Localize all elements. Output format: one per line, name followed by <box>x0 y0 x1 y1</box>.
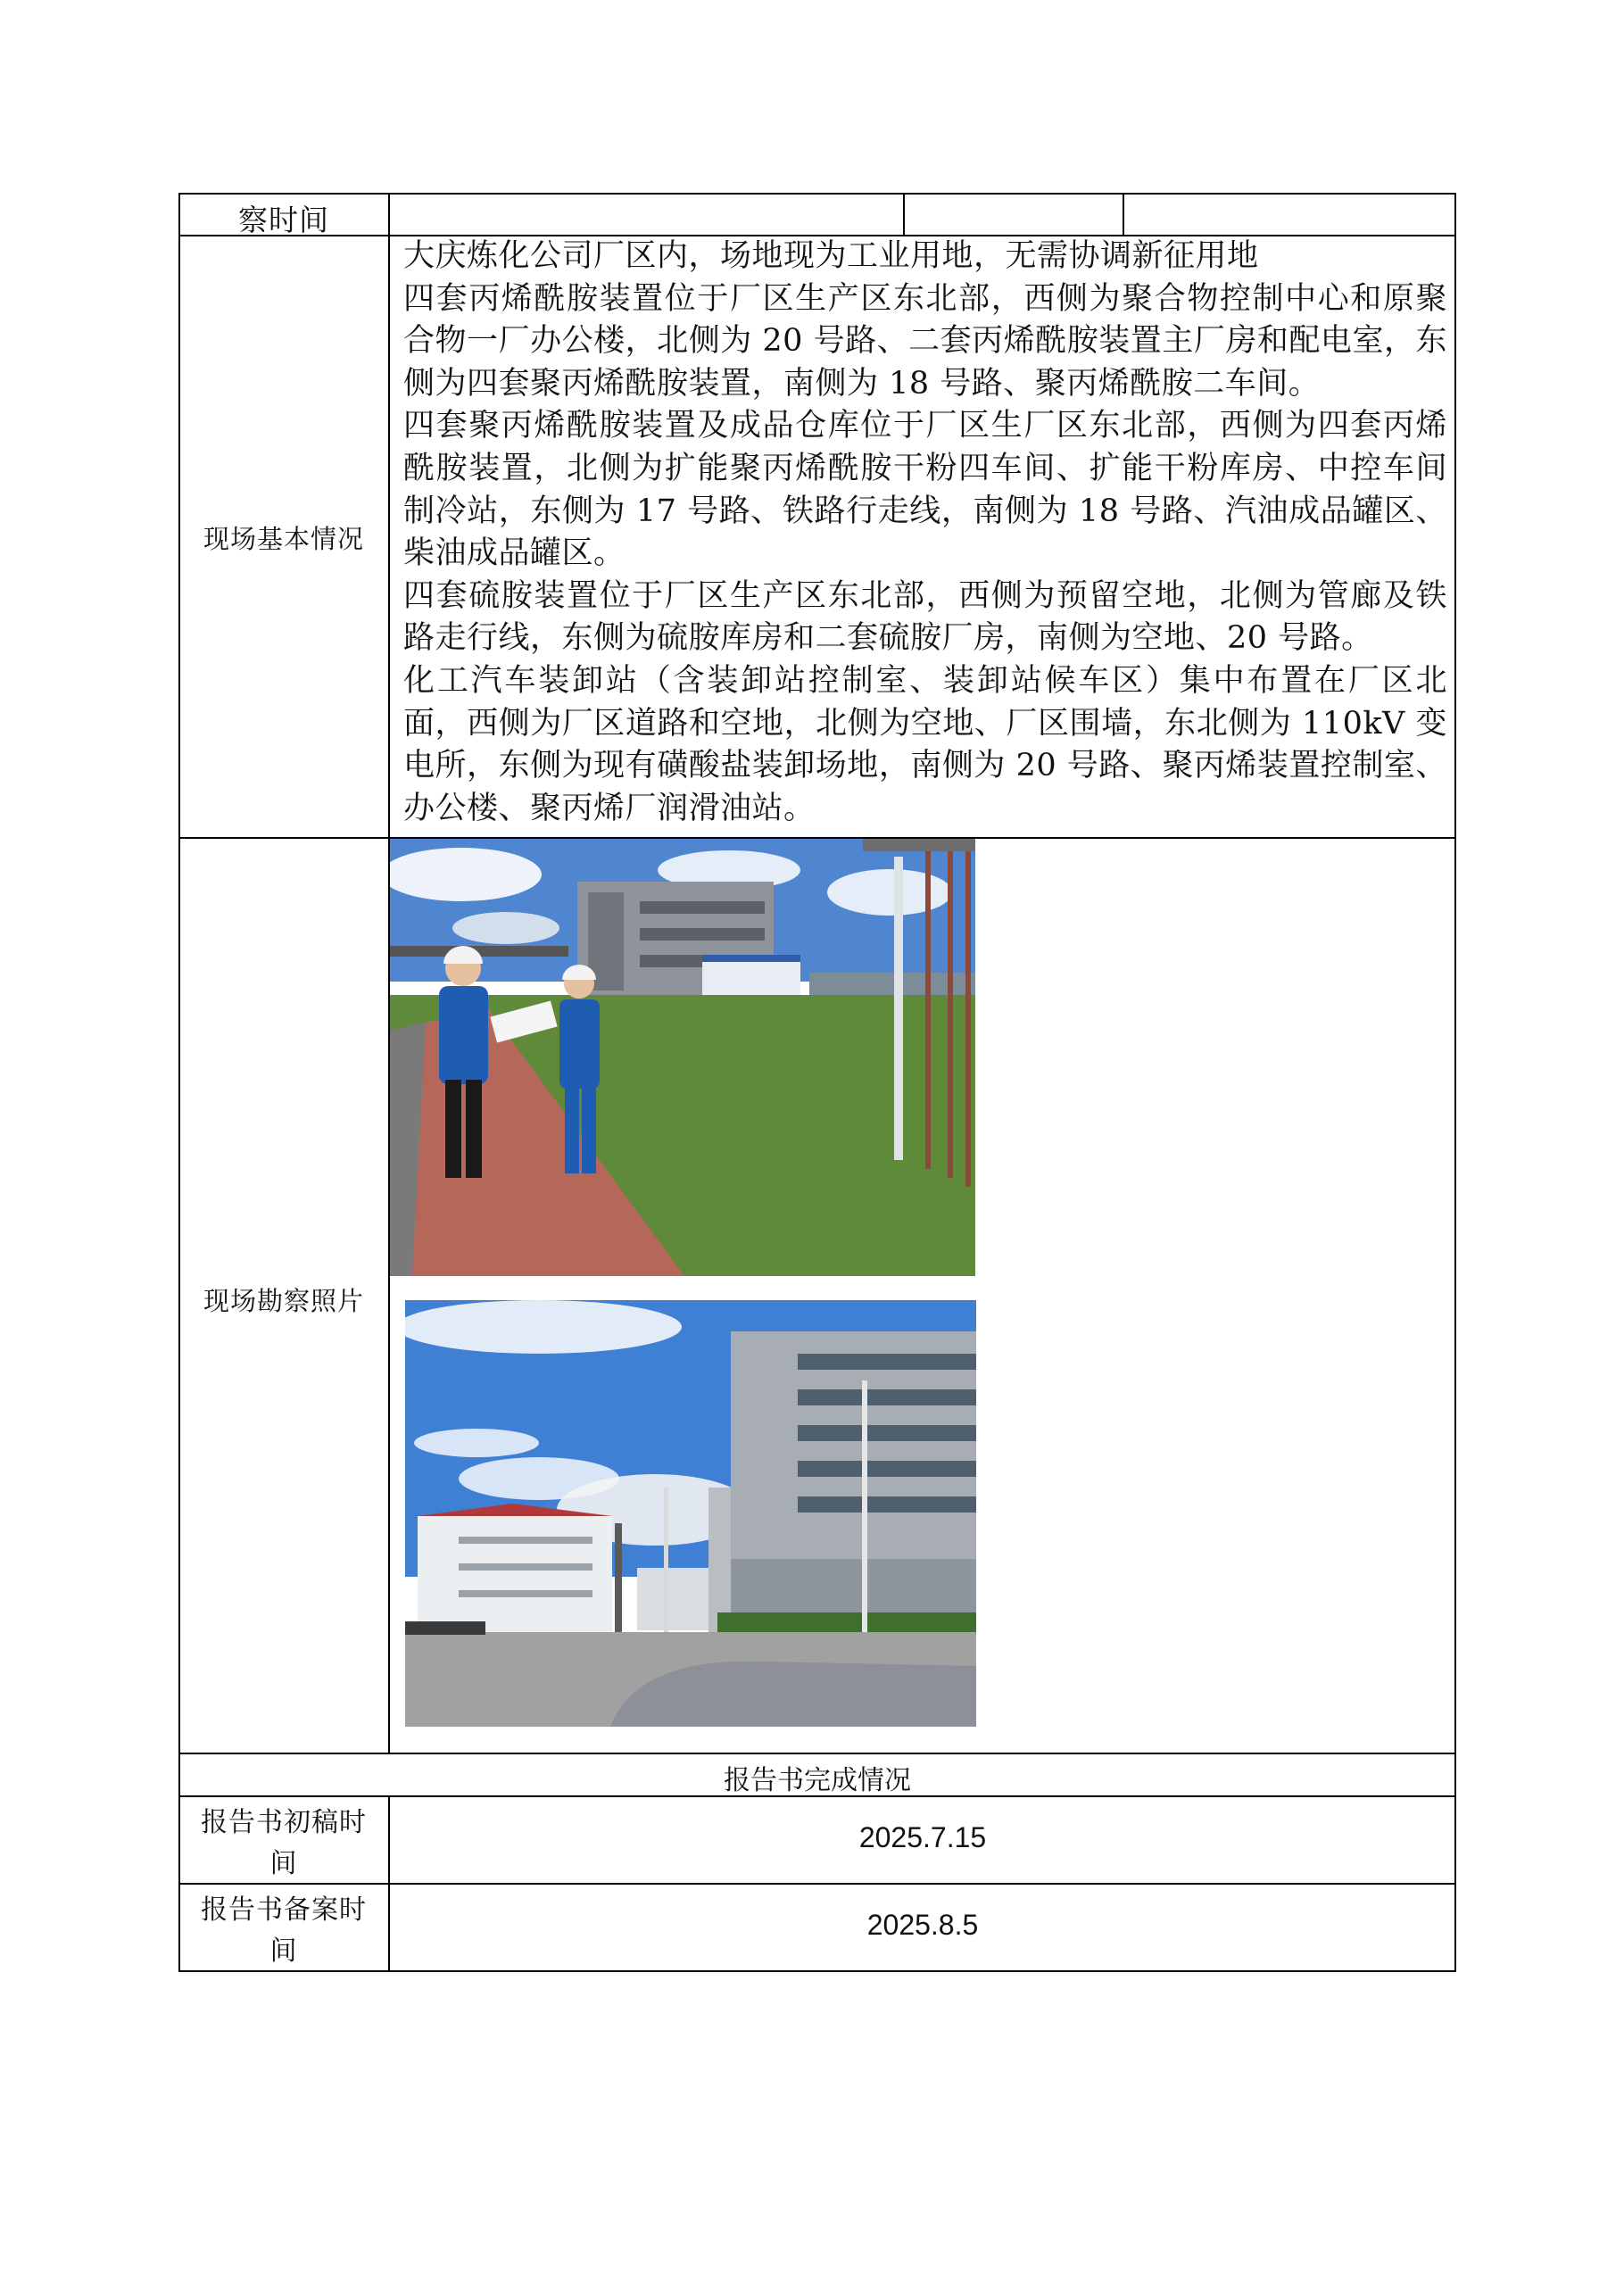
site-basic-info-label: 现场基本情况 <box>203 524 364 554</box>
draft-time-label: 报告书初稿时间 <box>201 1807 367 1879</box>
basic-paragraph: 化工汽车装卸站（含装卸站控制室、装卸站候车区）集中布置在厂区北面，西侧为厂区道路和空地，北侧为空地、厂区围墙，东北侧为 110kV 变电所，东侧为现有磺酸盐装卸场地，南侧为 20 号路、聚丙烯装置控制室、办公楼、聚丙烯厂润滑油站。 <box>403 662 1447 826</box>
inspection-time-label: 察时间 <box>238 203 329 237</box>
site-basic-info-text <box>403 236 1447 830</box>
basic-paragraph: 四套硫胺装置位于厂区生产区东北部，西侧为预留空地，北侧为管廊及铁路走行线，东侧为硫胺库房和二套硫胺厂房，南侧为空地、20 号路。 <box>403 577 1447 657</box>
basic-paragraph: 四套聚丙烯酰胺装置及成品仓库位于厂区生厂区东北部，西侧为四套丙烯酰胺装置，北侧为扩能聚丙烯酰胺干粉四车间、扩能干粉库房、中控车间制冷站，东侧为 17 号路、铁路行走线，南侧为 18 号路、汽油成品罐区、柴油成品罐区。 <box>403 408 1447 572</box>
basic-paragraph: 四套丙烯酰胺装置位于厂区生产区东北部，西侧为聚合物控制中心和原聚合物一厂办公楼，北侧为 20 号路、二套丙烯酰胺装置主厂房和配电室，东侧为四套聚丙烯酰胺装置，南侧为 18 号路、聚丙烯酰胺二车间。 <box>403 280 1447 402</box>
site-photo-buildings <box>405 1300 976 1727</box>
site-photo-inspection <box>390 839 975 1276</box>
basic-paragraph: 大庆炼化公司厂区内，场地现为工业用地，无需协调新征用地 <box>403 238 1259 274</box>
site-photos-label: 现场勘察照片 <box>203 1286 364 1316</box>
report-completion-header: 报告书完成情况 <box>724 1765 911 1796</box>
filing-time-label: 报告书备案时间 <box>201 1894 367 1967</box>
filing-time-value: 2025.8.5 <box>866 1909 979 1941</box>
draft-time-value: 2025.7.15 <box>858 1821 987 1853</box>
